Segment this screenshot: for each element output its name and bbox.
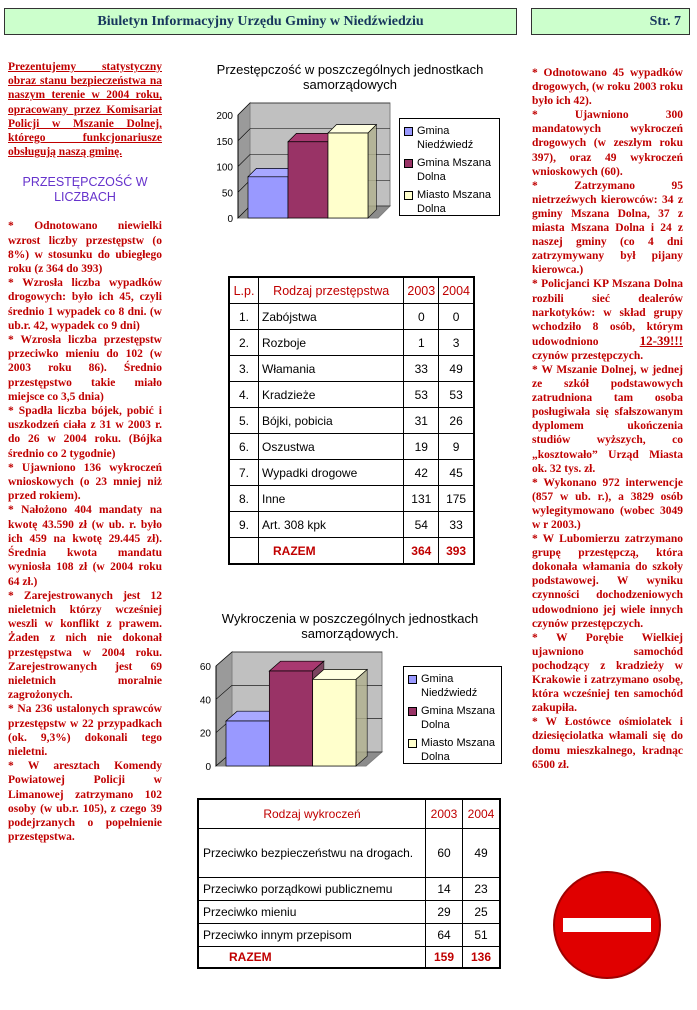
table-header-cell: 2003 — [404, 277, 439, 304]
right-bullet-item — [532, 179, 683, 278]
legend-swatch — [408, 675, 417, 684]
highlight-text: 12-39!!! — [639, 332, 683, 348]
table-row — [229, 460, 474, 486]
right-column — [532, 66, 683, 772]
table-cell: 19 — [404, 434, 439, 460]
table-cell: 9. — [229, 512, 259, 538]
table-row — [198, 924, 500, 947]
offense-table — [197, 798, 501, 969]
table-cell: 175 — [439, 486, 474, 512]
left-bullet-item: * Wzrosła liczba przestępstw przeciwko mieniu do 102 (w 2003 roku 86). Średnio przestępstwo takie miało miejsce co 3,5 dnia) — [8, 334, 162, 403]
legend-label: Miasto Mszana Dolna — [421, 737, 495, 763]
right-bullet-item — [532, 532, 683, 631]
intro-paragraph: Prezentujemy statystyczny obraz stanu bezpieczeństwa na naszym terenie w 2004 roku, opracowany przez Komisariat Policji w Mszanie Dolnej, którego funkcjonariusze obsługują naszą gminę. — [8, 61, 162, 159]
table-cell: 42 — [404, 460, 439, 486]
table-row — [229, 304, 474, 330]
table-header-cell: L.p. — [229, 277, 259, 304]
legend-label: Gmina Niedźwiedź — [417, 125, 474, 151]
table-cell: 23 — [463, 878, 501, 901]
legend-item — [408, 736, 497, 764]
table-cell: 9 — [439, 434, 474, 460]
table-cell: Rozboje — [259, 330, 404, 356]
table-cell: 7. — [229, 460, 259, 486]
left-bullet-item: * Odnotowano niewielki wzrost liczby przestępstw (o 8%) w stosunku do ubiegłego roku (z 364 do 393) — [8, 220, 162, 276]
table-cell: 51 — [463, 924, 501, 947]
legend-label: Gmina Mszana Dolna — [417, 157, 491, 183]
left-bullet-item: * Spadła liczba bójek, pobić i uszkodzeń ciała z 31 w 2003 r. do 26 w 2004 roku. (Bójka średnio co 2 tygodnie) — [8, 405, 162, 460]
table-cell: 31 — [404, 408, 439, 434]
table-header-row — [198, 799, 500, 829]
table-header-cell: Rodzaj wykroczeń — [198, 799, 426, 829]
table-cell: 8. — [229, 486, 259, 512]
table-total-2004: 393 — [439, 538, 474, 565]
table-cell: 64 — [426, 924, 463, 947]
right-bullet-item — [532, 363, 683, 476]
legend-item — [404, 156, 495, 184]
left-column — [8, 60, 162, 844]
left-bullet-item: * Nałożono 404 mandaty na kwotę 43.590 zł (w ub. r. było ich 459 na kwotę 29.445 zł). Średnia kwota mandatu wyniosła 108 zł (w 2004 roku 64 zł.) — [8, 504, 162, 588]
table-row — [198, 829, 500, 878]
right-bullet-item — [532, 66, 683, 108]
chart1 — [190, 100, 400, 230]
table-cell: 5. — [229, 408, 259, 434]
table-cell: Inne — [259, 486, 404, 512]
table-cell: Przeciwko mieniu — [198, 901, 426, 924]
bulletin-title: Biuletyn Informacyjny Urzędu Gminy w Niedźwiedziu — [4, 8, 517, 35]
table-total-2003: 364 — [404, 538, 439, 565]
table-cell: Zabójstwa — [259, 304, 404, 330]
right-bullet-text: * W Mszanie Dolnej, w jednej ze szkół podstawowych zatrudniona tam osoba posługiwała się sfałszowanym dyplomem ukończenia studiów wyższych, co „kosztowało” Urząd Miasta ok. 32 tys. zł. — [532, 363, 683, 475]
table-cell: Przeciwko porządkowi publicznemu — [198, 878, 426, 901]
table-cell: 33 — [439, 512, 474, 538]
table-cell: Kradzieże — [259, 382, 404, 408]
page-number: Str. 7 — [531, 8, 690, 35]
table-header-cell: Rodzaj przestępstwa — [259, 277, 404, 304]
table-cell: Art. 308 kpk — [259, 512, 404, 538]
crime-table — [228, 276, 475, 565]
chart-tick-label: 150 — [216, 136, 233, 148]
right-bullet-item — [532, 108, 683, 178]
table-row — [229, 408, 474, 434]
table-row — [229, 382, 474, 408]
legend-swatch — [408, 739, 417, 748]
table-cell: 29 — [426, 901, 463, 924]
chart2-title: Wykroczenia w poszczególnych jednostkach samorządowych. — [221, 611, 479, 641]
right-bullet-text: * W Łostówce ośmiolatek i dziesięciolatka włamali się do domu mieszkalnego, kradnąc 6500 zł. — [532, 716, 683, 771]
table-cell: 1. — [229, 304, 259, 330]
table-header-cell: 2004 — [439, 277, 474, 304]
right-bullet-item — [532, 715, 683, 771]
highlight-tail: czynów przestępczych. — [532, 349, 644, 362]
right-bullet-item — [532, 476, 683, 532]
legend-item — [404, 188, 495, 216]
table-cell: 53 — [404, 382, 439, 408]
left-bullet-item: * Ujawniono 136 wykroczeń wnioskowych (o 23 mniej niż przed rokiem). — [8, 461, 162, 503]
left-bullet-item: * W aresztach Komendy Powiatowej Policji w Limanowej zatrzymano 102 osoby (w ub.r. 105), z czego 39 podejrzanych o popełnienie przestępstwa. — [8, 760, 162, 844]
table-cell: 3. — [229, 356, 259, 382]
table-total-label: RAZEM — [198, 947, 426, 969]
left-bullet-item: * Zarejestrowanych jest 12 nieletnich którzy wcześniej weszli w konflikt z prawem. Żaden z nich nie dokonał przestępstwa w 2004 roku. Zarejestrowanych jest 69 nieletnich moralnie zagrożonych. — [8, 589, 162, 702]
table-cell: 53 — [439, 382, 474, 408]
table-cell: 49 — [463, 829, 501, 878]
table-header-row — [229, 277, 474, 304]
legend-item — [408, 704, 497, 732]
table-cell — [229, 538, 259, 565]
section-title: PRZESTĘPCZOŚĆ W LICZBACH — [22, 175, 148, 205]
table-cell: 49 — [439, 356, 474, 382]
table-cell: Przeciwko bezpieczeństwu na drogach. — [198, 829, 426, 878]
left-bullet-item: * Wzrosła liczba wypadków drogowych: było ich 45, czyli średnio 1 wypadek co 8 dni. (w ub.r. 42, wypadek co 9 dni) — [8, 277, 162, 332]
table-total-row — [229, 538, 474, 565]
table-header-cell: 2003 — [426, 799, 463, 829]
no-entry-sign-icon — [551, 869, 663, 981]
right-bullet-text: * Odnotowano 45 wypadków drogowych, (w roku 2003 roku było ich 42). — [532, 67, 683, 108]
legend-swatch — [404, 191, 413, 200]
right-bullet-text: * Zatrzymano 95 nietrzeźwych kierowców: 34 z gminy Mszana Dolna, 37 z miasta Mszana Dolna i 24 z naszej gminy (co 4 dni zatrzymywany był pijany kierowca.) — [532, 179, 683, 277]
chart1-title: Przestępczość w poszczególnych jednostkach samorządowych — [216, 62, 484, 92]
table-total-label: RAZEM — [259, 538, 404, 565]
table-cell: 14 — [426, 878, 463, 901]
table-cell: 60 — [426, 829, 463, 878]
table-row — [229, 486, 474, 512]
chart-tick-label: 50 — [221, 188, 233, 200]
left-bullet-list — [8, 219, 162, 844]
chart-tick-label: 200 — [216, 111, 233, 122]
right-bullet-text: * Ujawniono 300 mandatowych wykroczeń drogowych (w zeszłym roku 397), oraz 49 wykroczeń wnioskowych (60). — [532, 109, 683, 178]
chart-tick-label: 100 — [216, 162, 233, 174]
table-row — [229, 434, 474, 460]
legend-label: Miasto Mszana Dolna — [417, 189, 491, 215]
table-row — [229, 330, 474, 356]
table-cell: 54 — [404, 512, 439, 538]
table-row — [198, 901, 500, 924]
table-cell: 131 — [404, 486, 439, 512]
table-cell: 4. — [229, 382, 259, 408]
chart2-legend — [403, 666, 502, 764]
legend-label: Gmina Niedźwiedź — [421, 673, 478, 699]
legend-item — [404, 124, 495, 152]
chart-tick-label: 60 — [199, 662, 211, 673]
legend-swatch — [404, 127, 413, 136]
chart-tick-label: 20 — [199, 728, 211, 740]
table-row — [229, 512, 474, 538]
chart2 — [190, 650, 405, 775]
chart-bar — [313, 670, 368, 766]
table-cell: 2. — [229, 330, 259, 356]
legend-item — [408, 672, 497, 700]
table-cell: Bójki, pobicia — [259, 408, 404, 434]
table-cell: Wypadki drogowe — [259, 460, 404, 486]
table-total-2004: 136 — [463, 947, 501, 969]
right-bullet-text: * Policjanci KP Mszana Dolna rozbili sieć dealerów narkotyków: w skład grupy wchodziło 8 osób, którym udowodniono — [532, 278, 683, 348]
table-cell: 6. — [229, 434, 259, 460]
legend-label: Gmina Mszana Dolna — [421, 705, 495, 731]
right-bullet-text: * Wykonano 972 interwencje (857 w ub. r.), a 3829 osób wylegitymowano (wobec 3049 w r 2003.) — [532, 476, 683, 531]
chart-tick-label: 40 — [199, 695, 211, 707]
table-cell: Przeciwko innym przepisom — [198, 924, 426, 947]
right-bullet-item — [532, 631, 683, 716]
legend-swatch — [408, 707, 417, 716]
chart-bar — [328, 125, 376, 218]
chart-tick-label: 0 — [227, 214, 233, 225]
chart-tick-label: 0 — [205, 762, 211, 773]
legend-swatch — [404, 159, 413, 168]
table-header-cell: 2004 — [463, 799, 501, 829]
table-cell: 1 — [404, 330, 439, 356]
table-cell: 25 — [463, 901, 501, 924]
table-cell: 26 — [439, 408, 474, 434]
table-total-2003: 159 — [426, 947, 463, 969]
table-cell: 45 — [439, 460, 474, 486]
table-cell: 0 — [404, 304, 439, 330]
table-cell: Oszustwa — [259, 434, 404, 460]
table-row — [229, 356, 474, 382]
table-cell: 0 — [439, 304, 474, 330]
table-row — [198, 878, 500, 901]
chart1-legend — [399, 118, 500, 216]
table-total-row — [198, 947, 500, 969]
right-bullet-text: * W Porębie Wielkiej ujawniono samochód pochodzący z kradzieży w Krakowie i zatrzymano osobę, która wcześniej ten samochód zakupiła. — [532, 631, 683, 715]
left-bullet-item: * Na 236 ustalonych sprawców przestępstw w 22 przypadkach (ok. 9,3%) dokonali tego nieletni. — [8, 703, 162, 758]
table-cell: 33 — [404, 356, 439, 382]
table-cell: Włamania — [259, 356, 404, 382]
right-bullet-item — [532, 277, 683, 363]
table-cell: 3 — [439, 330, 474, 356]
right-bullet-text: * W Lubomierzu zatrzymano grupę przestępczą, która dokonała włamania do szkoły podstawowej. W wyniku czynności dochodzeniowych udowodniono jej wiele innych czynów przestępczych. — [532, 533, 683, 630]
